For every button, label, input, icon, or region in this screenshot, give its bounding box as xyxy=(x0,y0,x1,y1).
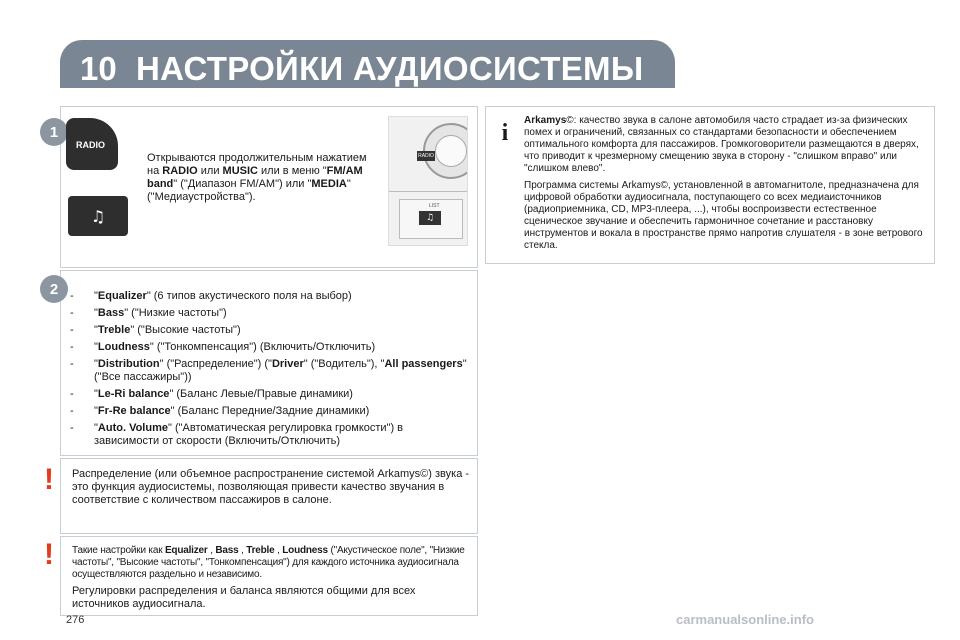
info-icon: i xyxy=(501,120,509,146)
dashboard-photo xyxy=(388,116,468,246)
list-item: - "Treble" ("Высокие частоты") xyxy=(70,324,241,336)
list-item: - "Loudness" ("Тонкомпенсация") (Включить/Отключить) xyxy=(70,341,376,353)
radio-button-image: RADIO xyxy=(66,118,118,170)
info-paragraph-1: Arkamys©: качество звука в салоне автомобиля часто страдает из-за физических помех и ограничений, связанных со стандартами безопасности и обеспечением оптимального комфорта для пассажиров. Громкоговорители размещаются в дверях, что приводит к чрезмерному смещению звука в сторону - "слишком вправо" или "слишком влево". xyxy=(524,115,919,174)
step-2-badge: 2 xyxy=(40,275,68,303)
knob-center-image xyxy=(435,135,467,167)
warning-2-note: Регулировки распределения и баланса являются общими для всех источников аудиосигнала. xyxy=(72,585,416,610)
warning-1-text: Распределение (или объемное распространение системой Arkamys©) звука - это функция аудиосистемы, позволяющая привести качество звучания в соответствие с количеством пассажиров в салоне. xyxy=(72,468,470,506)
settings-list xyxy=(70,290,470,452)
dash-divider xyxy=(389,191,468,192)
chapter-number: 10 xyxy=(80,50,117,87)
info-text xyxy=(524,115,932,257)
list-item: - "Equalizer" (6 типов акустического поля на выбор) xyxy=(70,290,352,302)
list-item: - "Fr-Re balance" (Баланс Передние/Задние динамики) xyxy=(70,405,370,417)
warning-2-text: Такие настройки как Equalizer , Bass , Treble , Loudness ("Акустическое поле", "Низкие частоты", "Высокие частоты", "Тонкомпенсация") для каждого источника аудиосигнала осуществляются раздельно и независимо. xyxy=(72,545,465,580)
music-note-icon: ♫ xyxy=(90,206,106,226)
warning-icon: ! xyxy=(44,538,54,571)
page-title: НАСТРОЙКИ АУДИОСИСТЕМЫ xyxy=(136,50,644,87)
warning-icon: ! xyxy=(44,463,54,496)
info-paragraph-2: Программа системы Arkamys©, установленной в автомагнитоле, предназначена для цифровой обработки аудиосигнала, поступающего со всех медиаисточников (радиоприемника, CD, MP3-плеера, ...), чтобы воспроизвести естественное сценическое звучание и обеспечить гармоничное сочетание и расстановку инструментов и вокала в пространстве прямо напротив слушателя - в зоне ветрового стекла. xyxy=(524,180,923,251)
dash-radio-button-image: RADIO xyxy=(418,153,434,159)
music-button-image xyxy=(68,196,128,236)
step-1-text: Открываются продолжительным нажатием на RADIO или MUSIC или в меню "FM/AM band" ("Диапазон FM/AM") или "MEDIA" ("Медиаустройства"). xyxy=(147,152,367,203)
dash-list-label: LIST xyxy=(429,203,440,209)
list-item: - "Auto. Volume" ("Автоматическая регулировка громкости") в зависимости от скорости (Включить/Отключить) xyxy=(70,422,404,447)
step-1-badge: 1 xyxy=(40,118,68,146)
list-item: - "Distribution" ("Распределение") ("Driver" ("Водитель"), "All passengers" ("Все пассажиры")) xyxy=(70,358,467,383)
watermark: carmanualsonline.info xyxy=(676,612,814,627)
list-item: - "Bass" ("Низкие частоты") xyxy=(70,307,227,319)
list-item: - "Le-Ri balance" (Баланс Левые/Правые динамики) xyxy=(70,388,353,400)
page-number: 276 xyxy=(66,614,85,626)
dash-music-button-image: ♫ xyxy=(419,211,441,225)
